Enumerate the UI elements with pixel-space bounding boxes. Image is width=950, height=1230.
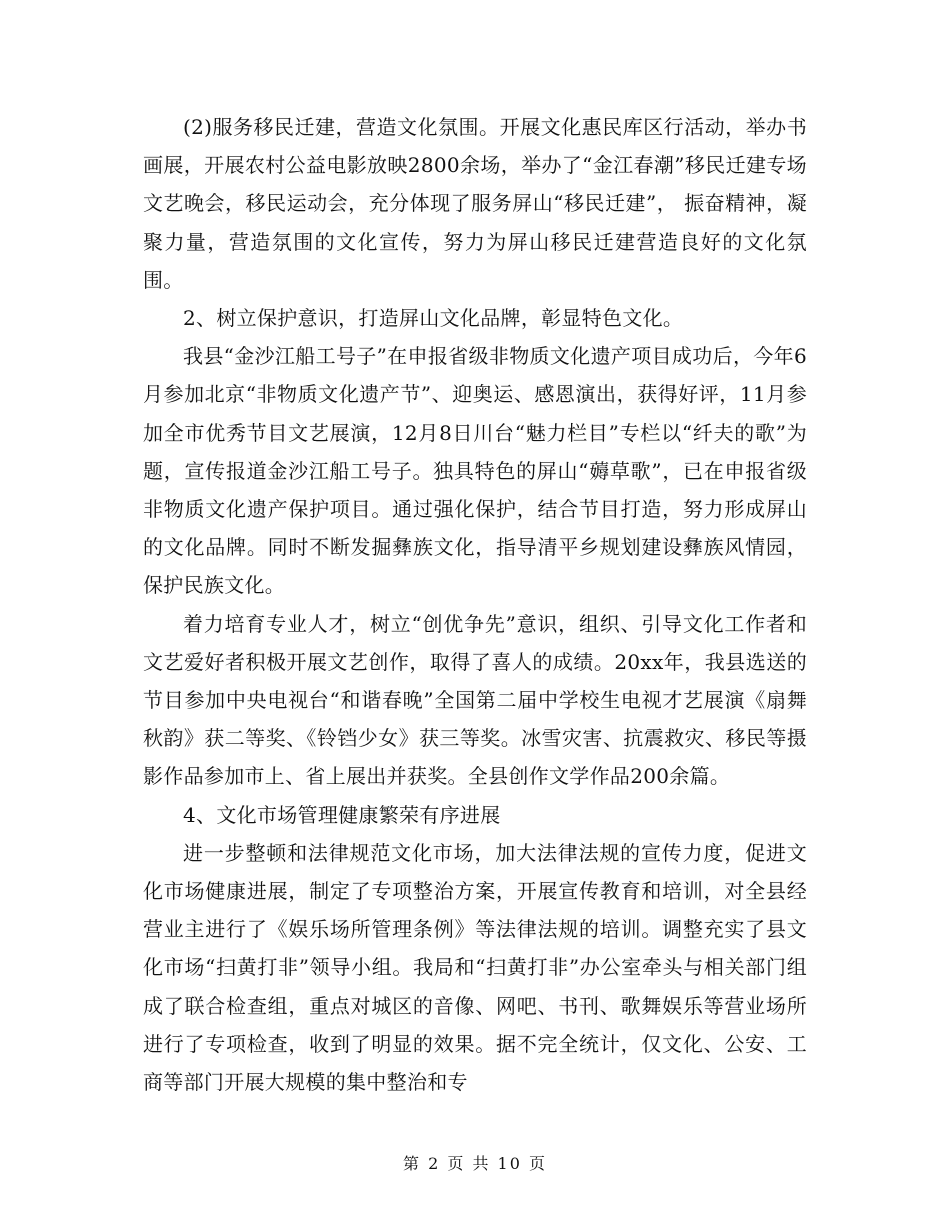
paragraph-boatman-chant: 我县“金沙江船工号子”在申报省级非物质文化遗产项目成功后，今年6月参加北京“非物质文化遗产节”、迎奥运、感恩演出，获得好评，11月参加全市优秀节目文艺展演，12月8日川台“魅力栏目”专栏以“纤夫的歌”为题，宣传报道金沙江船工号子。独具特色的屏山“薅草歌”，已在申报省级非物质文化遗产保护项目。通过强化保护，结合节目打造，努力形成屏山的文化品牌。同时不断发掘彝族文化，指导清平乡规划建设彝族风情园，保护民族文化。: [143, 344, 807, 598]
paragraph-migration-culture: (2)服务移民迁建，营造文化氛围。开展文化惠民库区行活动，举办书画展，开展农村公益电影放映2800余场，举办了“金江春潮”移民迁建专场文艺晚会，移民运动会，充分体现了服务屏山“移民迁建”， 振奋精神，凝聚力量，营造氛围的文化宣传，努力为屏山移民迁建营造良好的文化氛围。: [143, 115, 807, 292]
heading-protection-brand: 2、树立保护意识，打造屏山文化品牌，彰显特色文化。: [183, 306, 684, 331]
page-number-footer: 第 2 页 共 10 页: [403, 1154, 547, 1173]
heading-market-management: 4、文化市场管理健康繁荣有序进展: [183, 802, 501, 827]
paragraph-market-regulation: 进一步整顿和法律规范文化市场，加大法律法规的宣传力度，促进文化市场健康进展，制定了专项整治方案，开展宣传教育和培训，对全县经营业主进行了《娱乐场所管理条例》等法律法规的培训。调整充实了县文化市场“扫黄打非”领导小组。我局和“扫黄打非”办公室牵头与相关部门组成了联合检查组，重点对城区的音像、网吧、书刊、歌舞娱乐等营业场所进行了专项检查，收到了明显的效果。据不完全统计，仅文化、公安、工商等部门开展大规模的集中整治和专: [143, 840, 807, 1095]
document-body: [143, 108, 807, 1101]
paragraph-talent-cultivation: 着力培育专业人才，树立“创优争先”意识，组织、引导文化工作者和文艺爱好者积极开展文艺创作，取得了喜人的成绩。20xx年，我县选送的节目参加中央电视台“和谐春晚”全国第二届中学校生电视才艺展演《扇舞秋韵》获二等奖、《铃铛少女》获三等奖。冰雪灾害、抗震救灾、移民等摄影作品参加市上、省上展出并获奖。全县创作文学作品200余篇。: [143, 611, 807, 789]
